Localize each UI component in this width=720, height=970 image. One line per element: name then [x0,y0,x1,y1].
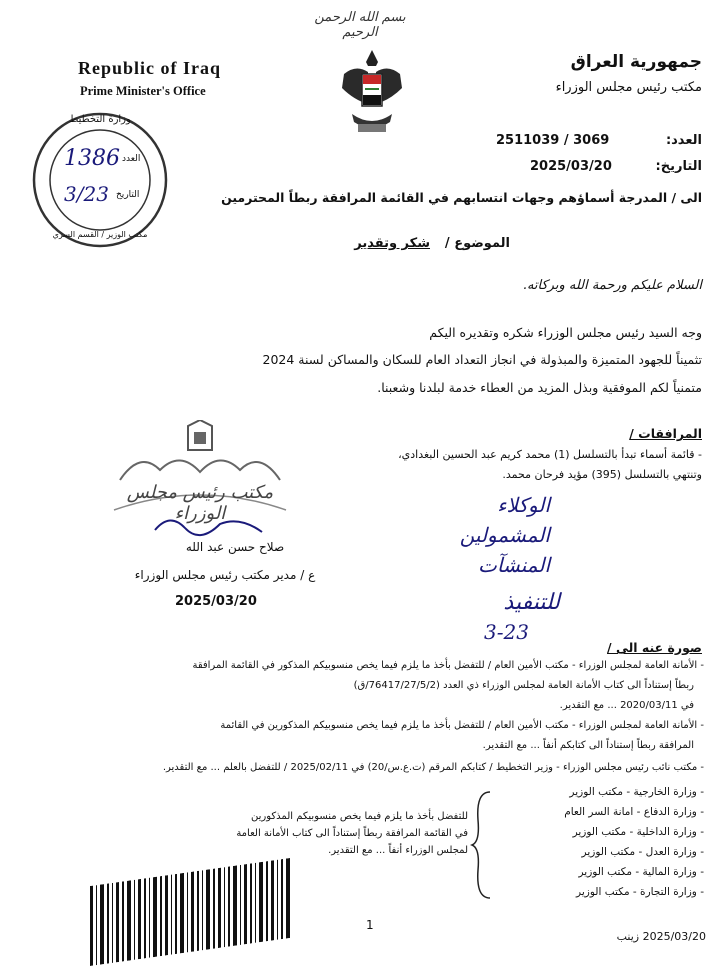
copy-item-1a: - الأمانة العامة لمجلس الوزراء - مكتب الأمين العام / للتفضل بأخذ ما يلزم فيما يخص منسوبيكم المذكور في القائمة المرافقة [192,660,704,671]
handwritten-note [440,490,550,580]
handwritten-date: 3-23 [484,620,529,644]
header-en-title: Republic of Iraq [78,58,222,78]
signature-date: 2025/03/20 [175,594,257,609]
subject-text: شكر وتقدير [354,236,430,251]
copy-item-2b: المرافقة ربطاً إستناداً الى كتابكم أنفاً ... مع التقدير. [482,740,694,751]
basmala: بسم الله الرحمن الرحيم [314,10,406,40]
copy-item-3: - مكتب نائب رئيس مجلس الوزراء - وزير التخطيط / كتابكم المرقم (ت.ع.س/20) في 2025/02/11 / للتفضل بالعلم ... مع التقدير. [162,762,704,773]
reference-date-value: 2025/03/20 [530,159,612,174]
signatory-title: ع / مدير مكتب رئيس مجلس الوزراء [134,568,316,582]
attachment-line-2: وتنتهي بالتسلسل (395) مؤيد فرحان محمد. [502,468,702,481]
ministry-item: - وزارة التجارة - مكتب الوزير [576,886,704,898]
body-line-1: وجه السيد رئيس مجلس الوزراء شكره وتقديره اليكم [429,325,702,340]
copy-label: صورة عنه الى / [607,640,702,655]
handwritten-bottom: للتنفيذ [503,590,560,615]
reference-date-label: التاريخ: [655,159,702,174]
ministry-item: - وزارة الدفاع - امانة السر العام [564,806,704,818]
stamp-number: 1386 [64,146,120,171]
copy-item-1b: ربطاً إستناداً الى كتاب الأمانة العامة لمجلس الوزراء ذي العدد (76417/27/5/2/ق) [353,680,694,691]
signatory-name: صلاح حسن عبد الله [185,540,285,554]
side-note-line: في القائمة المرافقة ربطاً إستناداً الى كتاب الأمانة العامة [236,828,468,839]
reference-number-value: 2511039 / 3069 [496,133,610,148]
footer-initials-date: 2025/03/20 زينب [616,930,706,943]
stamp-bottom-text: مكتب الوزير / القسم السري [52,230,148,239]
body-line-2: تثميناً للجهود المتميزة والمبذولة في انجاز التعداد العام للسكان والمساكن لسنة 2024 [262,352,702,367]
ministry-item: - وزارة المالية - مكتب الوزير [578,866,704,878]
reference-number [470,133,702,153]
handwritten-line-3: المنشآت [477,553,550,577]
ministry-item: - وزارة الخارجية - مكتب الوزير [569,786,704,798]
ministry-item: - وزارة العدل - مكتب الوزير [581,846,704,858]
copy-item-2a: - الأمانة العامة لمجلس الوزراء - مكتب الأمين العام / للتفضل بأخذ ما يلزم فيما يخص منسوبيكم المذكورين في القائمة [220,720,704,731]
office-seal-text: مكتب رئيس مجلس الوزراء [126,482,274,524]
received-stamp [30,110,170,250]
ministry-item: - وزارة الداخلية - مكتب الوزير [572,826,704,838]
stamp-number-label: العدد [122,154,141,164]
handwritten-line-1: الوكلاء [497,493,550,517]
copy-item-1c: في 2020/03/11 ... مع التقدير. [559,700,694,711]
brace-icon [470,790,494,900]
subject-label: الموضوع / [444,236,510,251]
side-note-line: للتفضل بأخذ ما يلزم فيما يخص منسوبيكم المذكورين [251,811,468,822]
iraq-eagle-emblem-icon [336,44,408,140]
stamp-date: 3/23 [64,182,109,206]
header-ar-subtitle: مكتب رئيس مجلس الوزراء [555,80,702,95]
header-en-subtitle: Prime Minister's Office [80,84,206,98]
stamp-top-text: وزارة التخطيط [69,114,131,125]
header-ar-title: جمهورية العراق [570,52,702,72]
body-line-3: متمنياً لكم الموفقية وبذل المزيد من العطاء خدمة لبلدنا وشعبنا. [377,380,702,395]
reference-date [470,159,702,179]
side-note-line: لمجلس الوزراء أنفاً ... مع التقدير. [328,845,468,856]
side-note [120,808,468,859]
subject-line [290,236,510,256]
signature-icon [150,510,270,540]
page-number: 1 [366,918,374,932]
greeting: السلام عليكم ورحمة الله وبركاته. [522,278,702,293]
attachments-label: المرافقات / [629,426,702,441]
handwritten-line-2: المشمولين [459,523,550,547]
attachment-line-1: - قائمة أسماء تبدأ بالتسلسل (1) محمد كريم عبد الحسين البغدادي، [398,448,702,461]
stamp-date-label: التاريخ [116,190,140,200]
barcode-icon [90,858,290,966]
reference-number-label: العدد: [665,133,702,148]
ministries-list [500,782,704,902]
recipients-line: الى / المدرجة أسماؤهم وجهات انتسابهم في القائمة المرافقة ربطاً المحترمين [221,190,702,205]
